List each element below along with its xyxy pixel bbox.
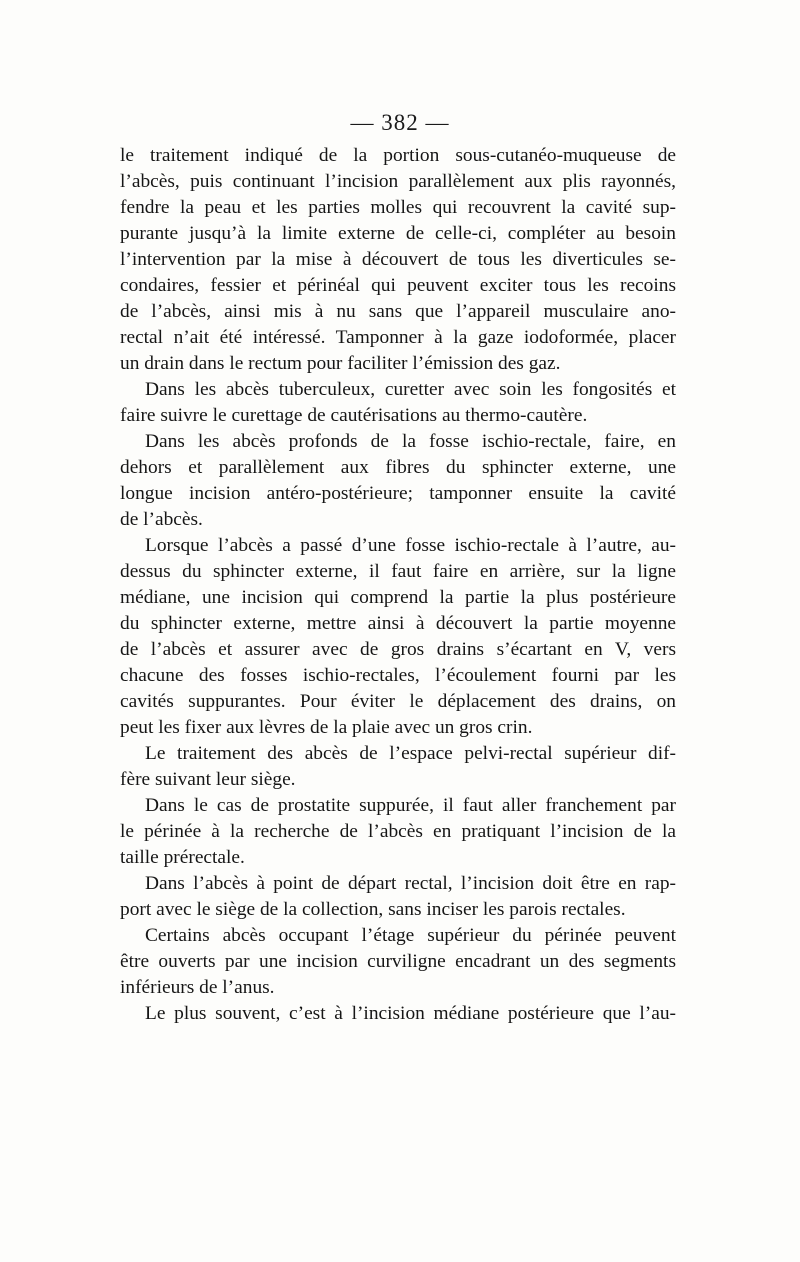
text-line: condaires, fessier et périnéal qui peuvent exciter tous les recoins: [120, 275, 676, 296]
text-line: dessus du sphincter externe, il faut faire en arrière, sur la ligne: [120, 561, 676, 582]
text-line: Dans le cas de prostatite suppurée, il faut aller franchement par: [145, 795, 676, 816]
text-line: taille prérectale.: [120, 847, 245, 868]
text-line: Lorsque l’abcès a passé d’une fosse ischio-rectale à l’autre, au-: [145, 535, 676, 556]
text-line: Le plus souvent, c’est à l’incision médiane postérieure que l’au-: [145, 1003, 676, 1024]
text-line: Dans les abcès tuberculeux, curetter avec soin les fongosités et: [145, 379, 676, 400]
text-line: le périnée à la recherche de l’abcès en pratiquant l’incision de la: [120, 821, 676, 842]
text-line: inférieurs de l’anus.: [120, 977, 275, 998]
text-line: de l’abcès, ainsi mis à nu sans que l’appareil musculaire ano-: [120, 301, 676, 322]
text-line: de l’abcès et assurer avec de gros drains s’écartant en V, vers: [120, 639, 676, 660]
text-line: Dans l’abcès à point de départ rectal, l’incision doit être en rap-: [145, 873, 676, 894]
text-line: l’intervention par la mise à découvert de tous les diverticules se-: [120, 249, 676, 270]
text-line: de l’abcès.: [120, 509, 203, 530]
text-line: cavités suppurantes. Pour éviter le déplacement des drains, on: [120, 691, 676, 712]
text-line: fère suivant leur siège.: [120, 769, 296, 790]
text-line: longue incision antéro-postérieure; tamponner ensuite la cavité: [120, 483, 676, 504]
page-number: — 382 —: [350, 110, 450, 135]
text-line: rectal n’ait été intéressé. Tamponner à la gaze iodoformée, placer: [120, 327, 676, 348]
text-line: chacune des fosses ischio-rectales, l’écoulement fourni par les: [120, 665, 676, 686]
text-line: Dans les abcès profonds de la fosse ischio-rectale, faire, en: [145, 431, 676, 452]
text-line: purante jusqu’à la limite externe de celle-ci, compléter au besoin: [120, 223, 676, 244]
text-line: peut les fixer aux lèvres de la plaie avec un gros crin.: [120, 717, 533, 738]
text-line: dehors et parallèlement aux fibres du sphincter externe, une: [120, 457, 676, 478]
text-line: Le traitement des abcès de l’espace pelvi-rectal supérieur dif-: [145, 743, 676, 764]
body-text: [120, 143, 676, 1027]
text-line: l’abcès, puis continuant l’incision parallèlement aux plis rayonnés,: [120, 171, 676, 192]
text-line: médiane, une incision qui comprend la partie la plus postérieure: [120, 587, 676, 608]
text-line: un drain dans le rectum pour faciliter l’émission des gaz.: [120, 353, 561, 374]
text-line: le traitement indiqué de la portion sous-cutanéo-muqueuse de: [120, 145, 676, 166]
text-line: être ouverts par une incision curviligne encadrant un des segments: [120, 951, 676, 972]
text-line: port avec le siège de la collection, sans inciser les parois rectales.: [120, 899, 626, 920]
text-line: faire suivre le curettage de cautérisations au thermo-cautère.: [120, 405, 588, 426]
text-line: Certains abcès occupant l’étage supérieur du périnée peuvent: [145, 925, 676, 946]
text-line: du sphincter externe, mettre ainsi à découvert la partie moyenne: [120, 613, 676, 634]
text-line: fendre la peau et les parties molles qui recouvrent la cavité sup-: [120, 197, 676, 218]
